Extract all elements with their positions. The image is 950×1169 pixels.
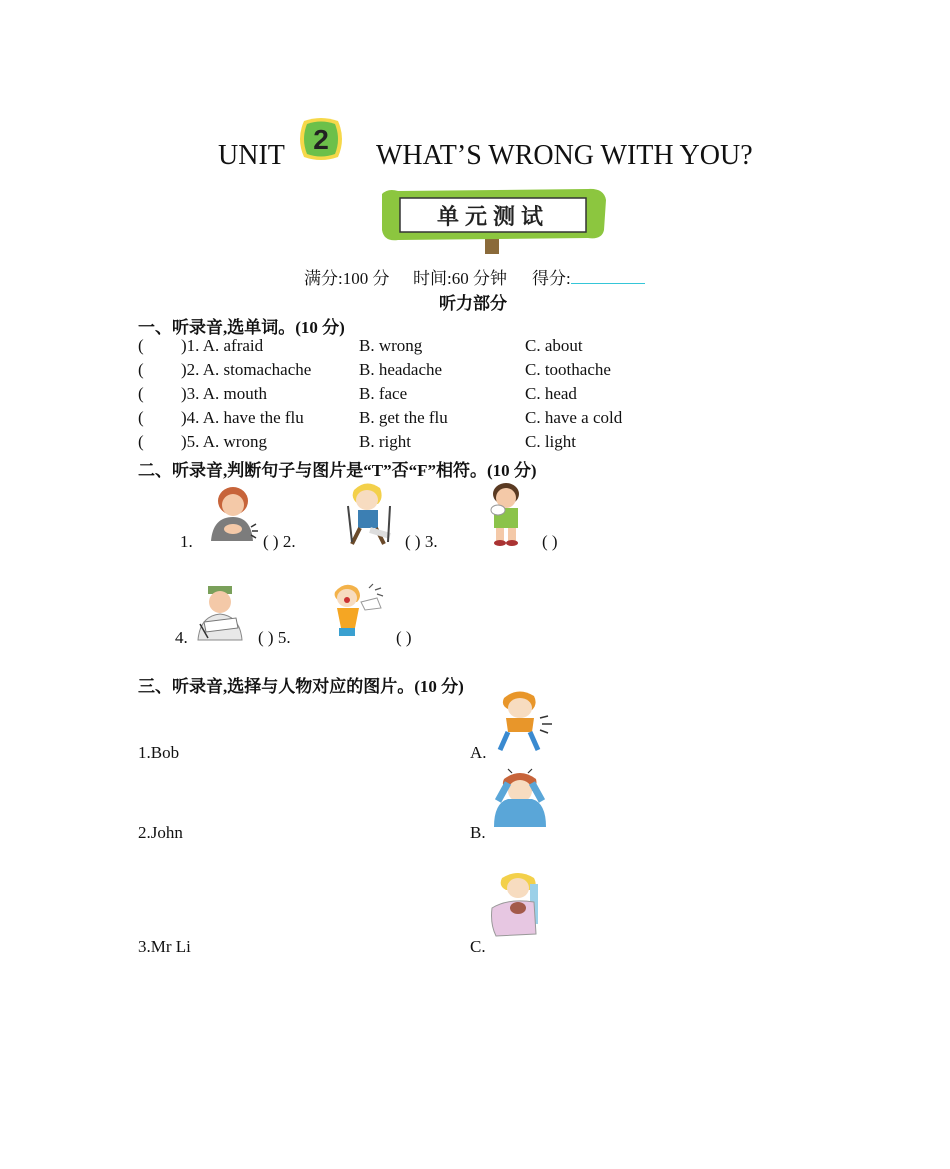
option-a: )2. A. stomachache [181, 360, 312, 379]
answer-paren[interactable]: ( [138, 360, 144, 379]
unit-test-banner [378, 186, 608, 261]
option-c: C. toothache [525, 360, 611, 379]
option-a: )5. A. wrong [181, 432, 267, 451]
main-title: WHAT’S WRONG WITH YOU? [376, 140, 753, 171]
option-b: B. face [359, 384, 408, 403]
option-a-label: A. [470, 743, 487, 762]
option-c: C. have a cold [525, 408, 623, 427]
option-b: B. wrong [359, 336, 423, 355]
answer-paren[interactable]: ( [138, 384, 144, 403]
option-a: )4. A. have the flu [181, 408, 304, 427]
person-bob: 1.Bob [138, 743, 180, 762]
option-b: B. right [359, 432, 411, 451]
option-a: )3. A. mouth [181, 384, 267, 403]
answer-paren-5[interactable]: ( ) [396, 628, 412, 647]
cold-boy-image [480, 480, 532, 546]
score-blank[interactable] [571, 265, 645, 284]
part2-heading: 二、听录音,判断句子与图片是“T”否“F”相符。(10 分) [138, 461, 537, 480]
answer-paren[interactable]: ( [138, 336, 144, 355]
time-limit: 时间:60 分钟 [413, 269, 507, 288]
answer-paren[interactable]: ( [138, 432, 144, 451]
item-1-number: 1. [180, 532, 193, 551]
option-b: B. headache [359, 360, 443, 379]
part1-heading: 一、听录音,选单词。(10 分) [138, 318, 345, 337]
score-label-text: 得分: [532, 269, 571, 288]
toothache-boy-image [490, 688, 560, 754]
option-b: B. get the flu [359, 408, 448, 427]
answer-paren-1[interactable]: ( ) 2. [263, 532, 296, 551]
person-john: 2.John [138, 823, 183, 842]
option-b-label: B. [470, 823, 486, 842]
broken-arm-man-image [192, 582, 250, 642]
sneezing-girl-image [325, 580, 387, 642]
sick-in-bed-girl-image [488, 868, 552, 938]
unit-number-badge [298, 117, 344, 166]
option-c: C. light [525, 432, 577, 451]
item-4-number: 4. [175, 628, 188, 647]
answer-paren-4[interactable]: ( ) 5. [258, 628, 291, 647]
stomachache-boy-image [203, 483, 259, 543]
broken-leg-boy-image [340, 478, 400, 546]
unit-number: 2 [313, 124, 329, 155]
option-c: C. about [525, 336, 583, 355]
listening-section-title: 听力部分 [439, 294, 507, 313]
score-label [532, 264, 645, 289]
part3-heading: 三、听录音,选择与人物对应的图片。(10 分) [138, 677, 464, 696]
full-score: 满分:100 分 [304, 269, 390, 288]
answer-paren-3[interactable]: ( ) [542, 532, 558, 551]
option-c-label: C. [470, 937, 486, 956]
option-a: )1. A. afraid [181, 336, 264, 355]
headache-boy-image [488, 767, 554, 829]
answer-paren[interactable]: ( [138, 408, 144, 427]
unit-word: UNIT [218, 140, 285, 171]
person-mr-li: 3.Mr Li [138, 937, 191, 956]
banner-text: 单元测试 [436, 205, 550, 230]
answer-paren-2[interactable]: ( ) 3. [405, 532, 438, 551]
option-c: C. head [525, 384, 577, 403]
